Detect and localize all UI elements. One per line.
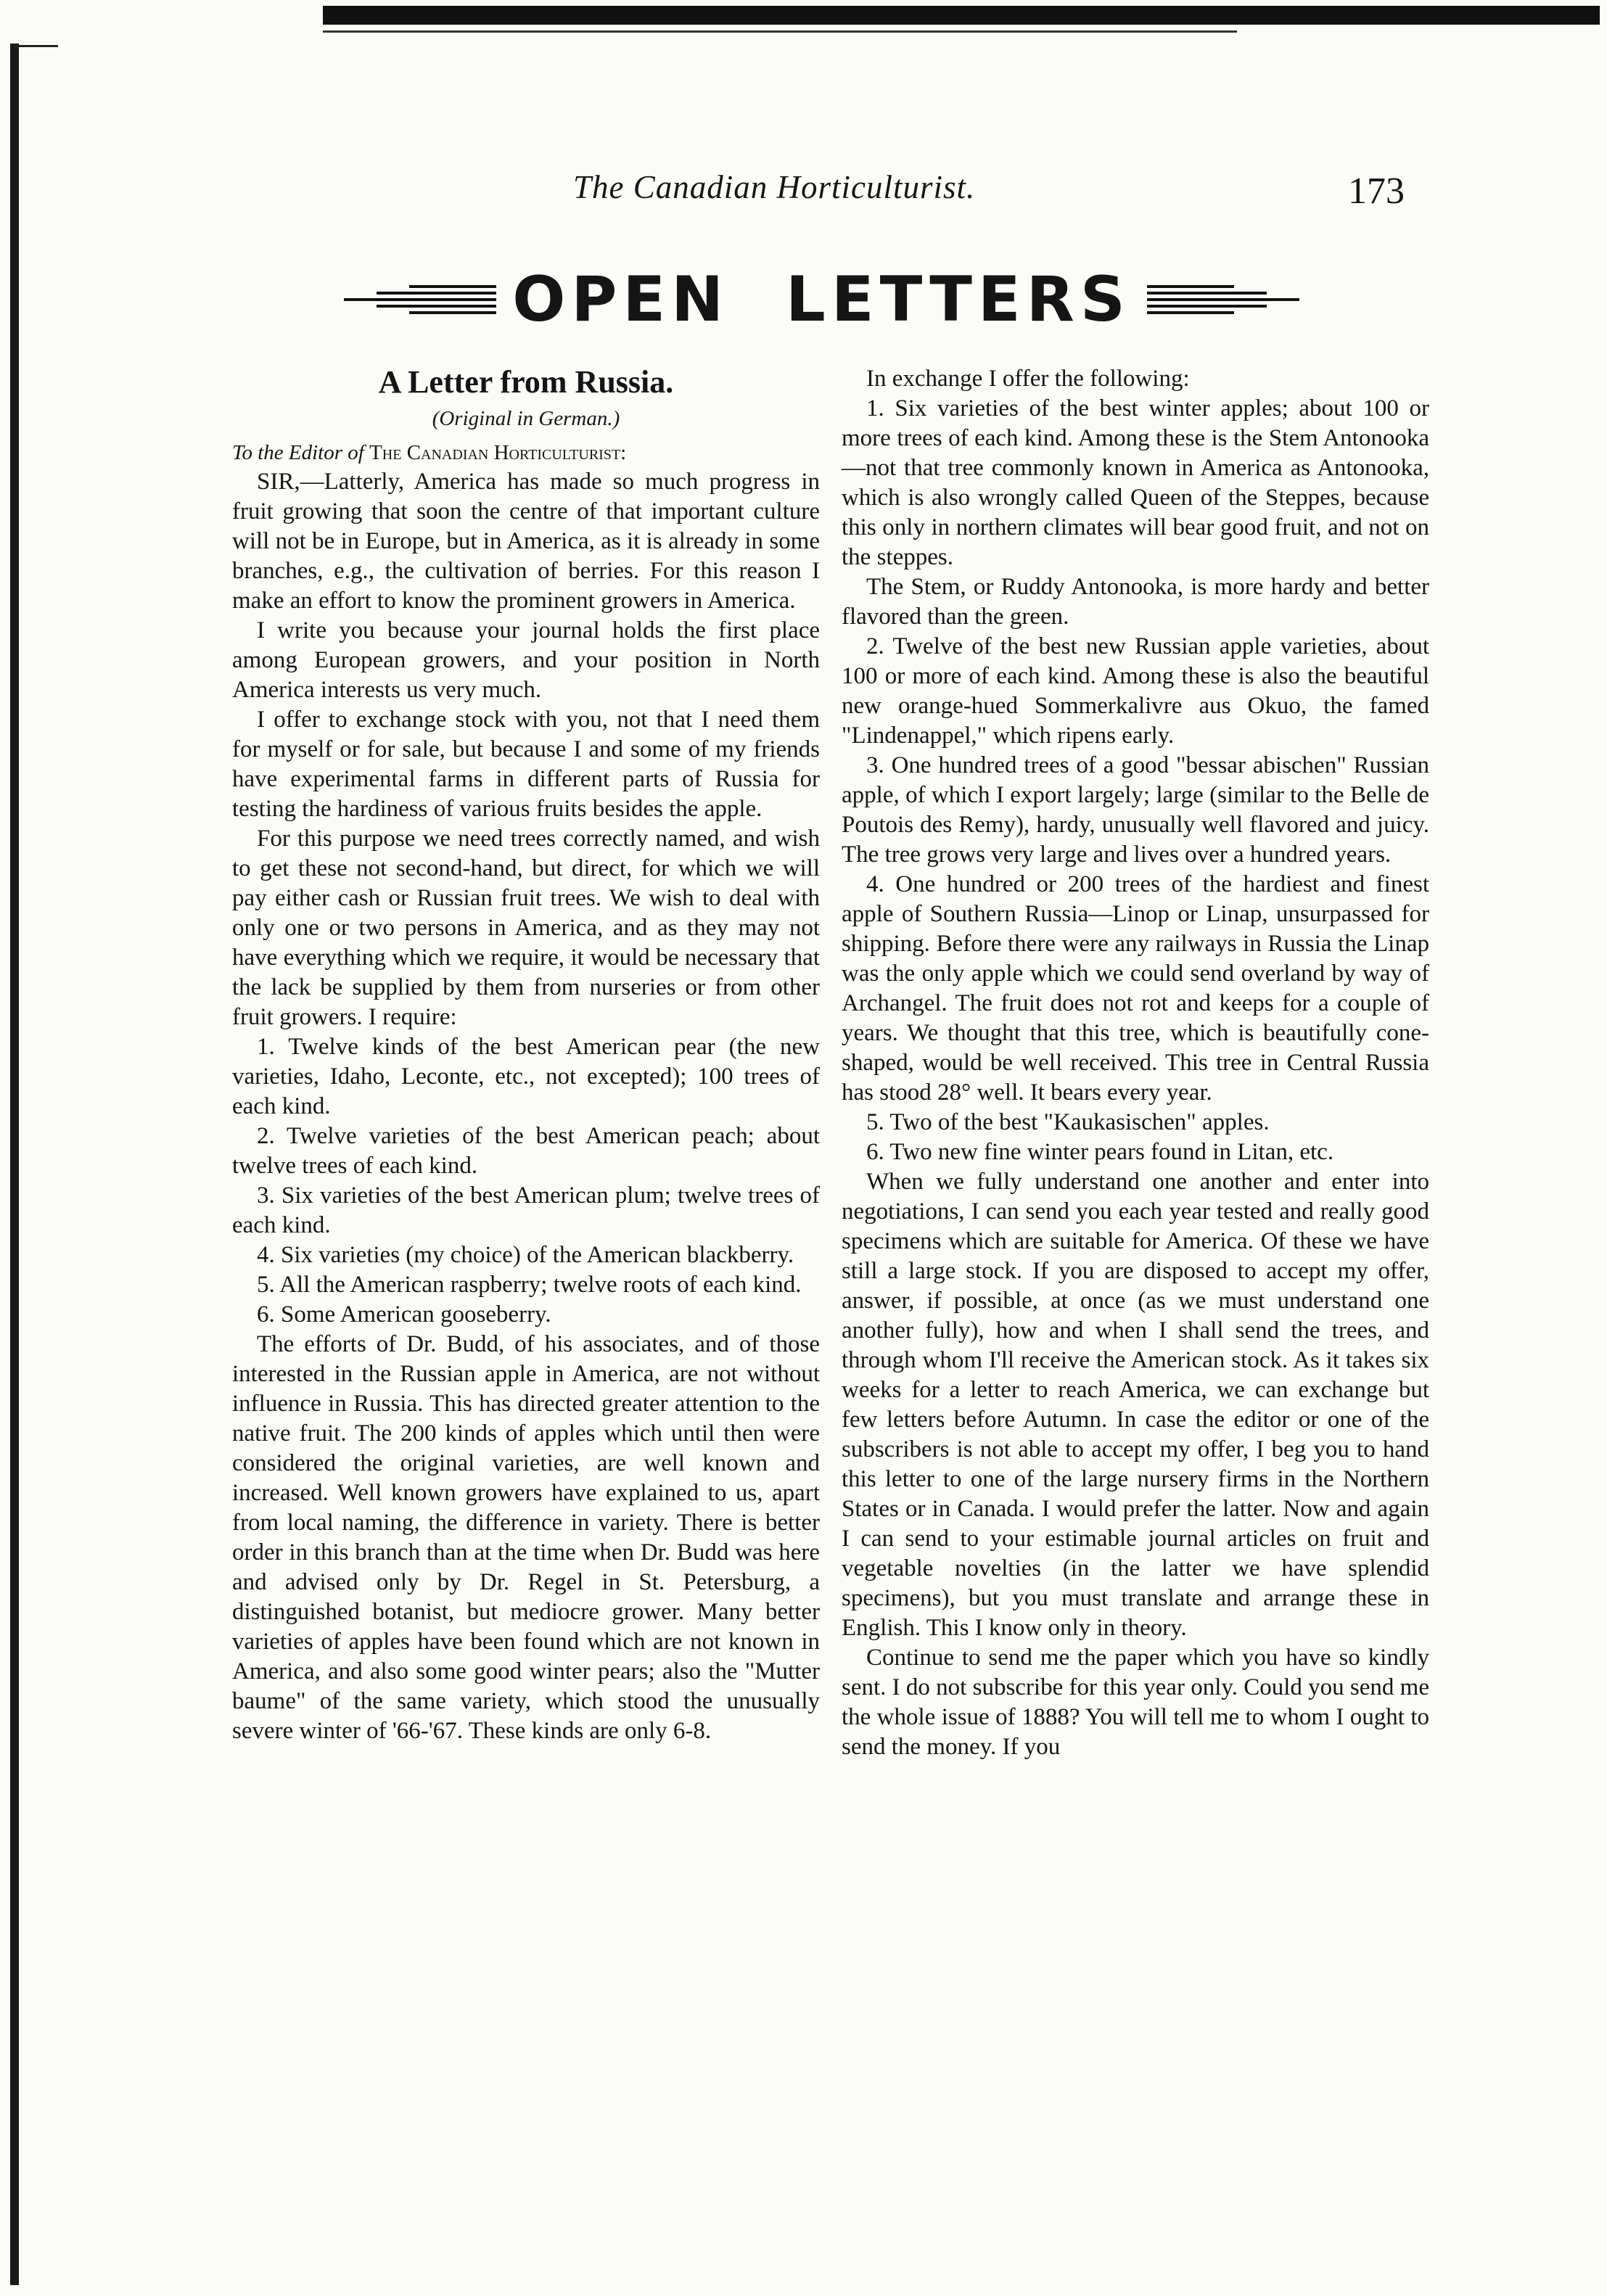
list-item: 5. All the American raspberry; twelve roots of each kind.: [257, 1272, 802, 1298]
list-item: 6. Some American gooseberry.: [257, 1301, 551, 1328]
paragraph: SIR,—Latterly, America has made so much progress in fruit growing that soon the centre of that important culture will not be in Europe, but in America, as it is already in some branches, e.g., the cultivation of berries. For this reason I make an effort to know the prominent growers in America.: [232, 469, 820, 614]
list-item: 4. One hundred or 200 trees of the hardiest and finest apple of Southern Russia—Linop or Linap, unsurpassed for shipping. Before there were any railways in Russia the Linap was the only apple which we could send overland by way of Archangel. The fruit does not rot and keeps for a couple of years. We thought that this tree, which is beautifully cone-shaped, would be well received. This tree in Central Russia has stood 28° well. It bears every year.: [842, 871, 1429, 1106]
paragraph: For this purpose we need trees correctly named, and wish to get these not second-hand, but direct, for which we will pay either cash or Russian fruit trees. We wish to deal with only one or two persons in America, and as they may not have everything which we require, it would be necessary that the lack be supplied by them from nurseries or from other fruit growers. I require:: [232, 826, 820, 1030]
salutation-prefix: To the Editor of: [232, 441, 364, 464]
salutation-journal: The Canadian Horticulturist:: [369, 441, 627, 464]
paragraph: The efforts of Dr. Budd, of his associates, and of those interested in the Russian apple in America, are not without influence in Russia. This has directed greater attention to the native fruit. The 200 kinds of apples which until then were considered the original varieties, are well known and increased. Well known growers have explained to us, apart from local naming, the difference in variety. There is better order in this branch than at the time when Dr. Budd was here and advised only by Dr. Regel in St. Petersburg, a distinguished botanist, but mediocre grower. Many better varieties of apples have been found which are not known in America, and also some good winter pears; also the "Mutter baume" of the same variety, which stood the unusually severe winter of '66-'67. These kinds are only 6-8.: [232, 1331, 820, 1744]
paragraph: When we fully understand one another and enter into negotiations, I can send you each year tested and really good specimens which are suitable for America. Of these we have still a large stock. If you are disposed to accept my offer, answer, if possible, at once (as we must understand one another fully), how and when I shall send the trees, and through whom I'll receive the American stock. As it takes six weeks for a letter to reach America, we can exchange but few letters before Autumn. In case the editor or one of the subscribers is not able to accept my offer, I beg you to hand this letter to one of the large nursery firms in the Northern States or in Canada. I would prefer the latter. Now and again I can send to your estimable journal articles on fruit and vegetable novelties (in the latter we have splendid specimens), but you must translate and arrange these in English. This I know only in theory.: [842, 1169, 1429, 1641]
list-item: 5. Two of the best "Kaukasischen" apples.: [866, 1109, 1270, 1135]
list-item: 4. Six varieties (my choice) of the American blackberry.: [257, 1242, 794, 1268]
paragraph: I write you because your journal holds the first place among European growers, and your position in North America interests us very much.: [232, 617, 820, 703]
top-thin-rule: [323, 30, 1237, 33]
left-column: [232, 364, 820, 1746]
running-head: The Canadian Horticulturist.: [573, 169, 976, 205]
list-item: 6. Two new fine winter pears found in Litan, etc.: [866, 1139, 1334, 1165]
list-item: 3. Six varieties of the best American plum; twelve trees of each kind.: [232, 1182, 820, 1238]
list-item: 1. Twelve kinds of the best American pear (the new varieties, Idaho, Leconte, etc., not excepted); 100 trees of each kind.: [232, 1034, 820, 1119]
letter-subtitle: (Original in German.): [432, 407, 620, 430]
right-ornament-lines: [1147, 285, 1299, 314]
letter-title: A Letter from Russia.: [378, 364, 674, 400]
paragraph: The Stem, or Ruddy Antonooka, is more hardy and better flavored than the green.: [842, 574, 1429, 630]
salutation: [232, 438, 820, 467]
left-ornament-lines: [344, 285, 496, 314]
list-item: 2. Twelve varieties of the best American peach; about twelve trees of each kind.: [232, 1123, 820, 1179]
list-item: 3. One hundred trees of a good "bessar abischen" Russian apple, of which I export largely; large (similar to the Belle de Poutois des Remy), hardy, unusually well flavored and juicy. The tree grows very large and lives over a hundred years.: [842, 752, 1429, 868]
paragraph: I offer to exchange stock with you, not that I need them for myself or for sale, but because I and some of my friends have experimental farms in different parts of Russia for testing the hardiness of various fruits besides the apple.: [232, 707, 820, 822]
top-scan-rule: [323, 6, 1600, 25]
paragraph: In exchange I offer the following:: [866, 366, 1190, 392]
right-column: [842, 364, 1429, 1762]
paragraph: Continue to send me the paper which you have so kindly sent. I do not subscribe for this year only. Could you send me the whole issue of 1888? You will tell me to whom I ought to send the money. If you: [842, 1645, 1429, 1760]
left-binding-edge: [10, 44, 19, 2285]
section-title: OPEN LETTERS: [512, 263, 1131, 336]
left-edge-tick: [15, 45, 58, 47]
list-item: 1. Six varieties of the best winter apples; about 100 or more trees of each kind. Among these is the Stem Antonooka—not that tree commonly known in America as Antonooka, which is also wrongly called Queen of the Steppes, because this only in northern climates will bear good fruit, and not on the steppes.: [842, 395, 1429, 570]
list-item: 2. Twelve of the best new Russian apple varieties, about 100 or more of each kind. Among these is also the beautiful new orange-hued Sommerkalivre aus Okuo, the famed "Lindenappel," which ripens early.: [842, 633, 1429, 749]
page-number: 173: [1348, 170, 1405, 212]
section-header: [294, 265, 1349, 334]
